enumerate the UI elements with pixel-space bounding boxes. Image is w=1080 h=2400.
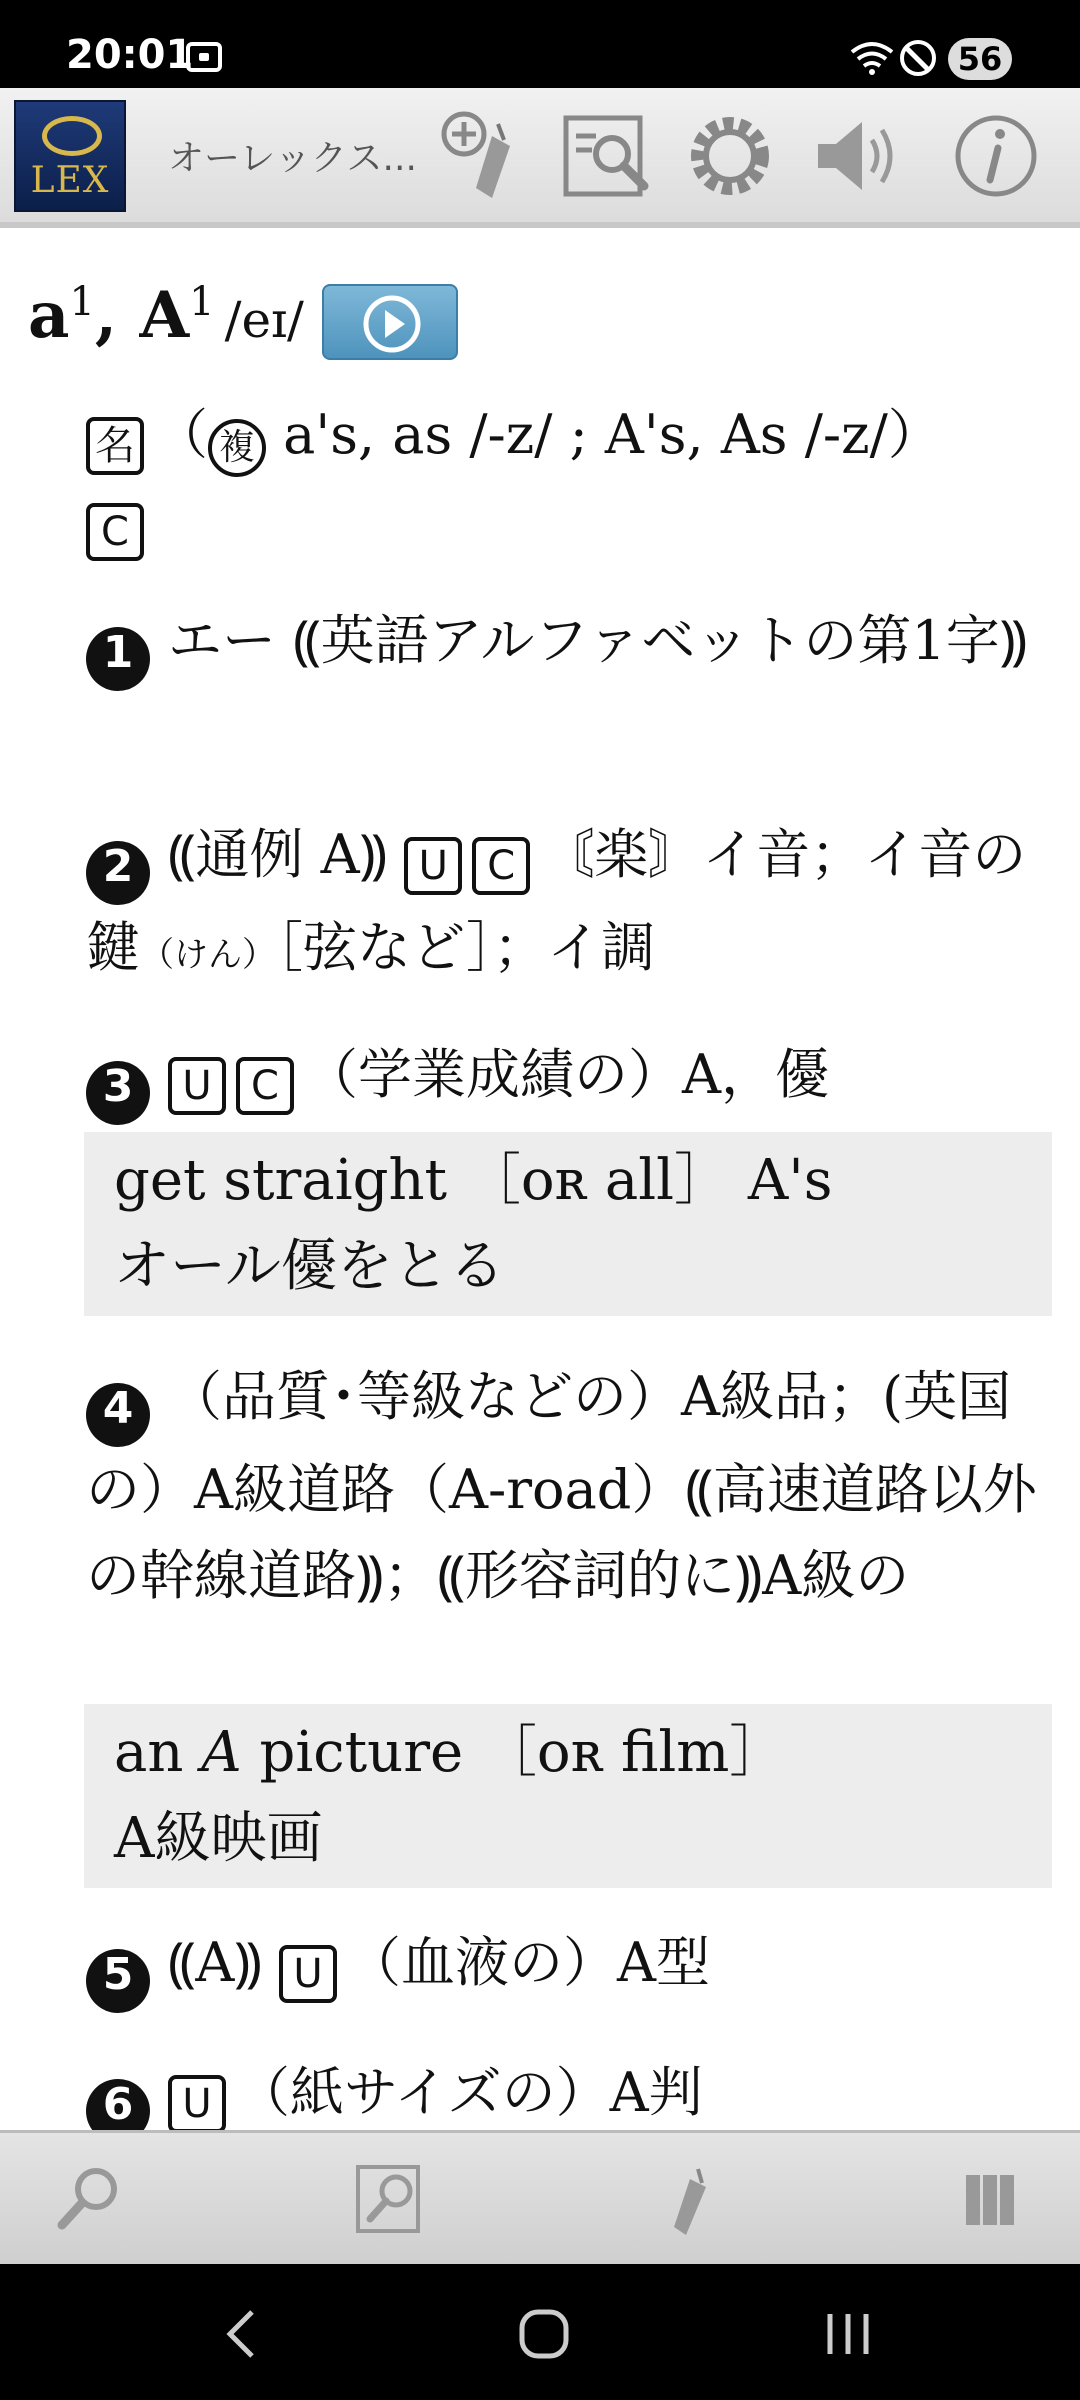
example-japanese: オール優をとる	[114, 1234, 505, 1299]
countable-label: C	[472, 837, 530, 895]
example-english: get straight ［ᴏʀ all］ A's	[114, 1148, 833, 1213]
example-japanese: A級映画	[114, 1806, 323, 1871]
uncountable-label: U	[168, 2075, 226, 2130]
part-of-speech-line: 名 （ 複 a's, as /-z/ ; A's, As /-z/） C	[86, 392, 1056, 564]
info-icon[interactable]	[946, 106, 1046, 206]
sense-number: 6	[86, 2079, 150, 2130]
uncountable-label: U	[168, 1057, 226, 1115]
plural-label: 複	[208, 419, 266, 477]
sense-4: 4 （品質･等級などの）A級品；(英国の）A級道路（A-road）⸨高速道路以外の幹線道路⸩；⸨形容詞的に⸩A級の	[86, 1365, 1037, 1607]
example-english: an A picture ［ᴏʀ film］	[114, 1720, 786, 1785]
speaker-icon[interactable]	[806, 106, 906, 206]
do-not-disturb-icon	[900, 40, 936, 76]
sense-number: 5	[86, 1949, 150, 2013]
status-bar	[0, 0, 1080, 88]
countable-label: C	[86, 503, 144, 561]
play-icon	[362, 294, 422, 354]
screenshot-icon	[186, 42, 222, 72]
bottom-app-bar	[0, 2130, 1080, 2264]
app-toolbar	[0, 88, 1080, 228]
search-page-icon[interactable]	[350, 2159, 430, 2239]
sense-3: 3 U C （学業成績の）A，優	[86, 1032, 1056, 1125]
noun-label: 名	[86, 417, 144, 475]
uncountable-label: U	[404, 837, 462, 895]
app-logo[interactable]	[14, 100, 126, 212]
system-navigation-bar	[0, 2264, 1080, 2400]
sense-2: 2 ⸨通例 A⸩ U C 〘楽〙イ音；イ音の鍵（けん）［弦など］；イ調	[86, 823, 1027, 979]
back-icon[interactable]	[212, 2306, 272, 2362]
headword: $a^1$, $A^1$ /eɪ/	[28, 278, 304, 353]
sense-5: 5 ⸨A⸩ U （血液の）A型	[86, 1920, 1056, 2013]
sense-number: 2	[86, 841, 150, 905]
app-title[interactable]: オーレックス...	[168, 138, 417, 179]
sense-number: 3	[86, 1061, 150, 1125]
search-page-icon[interactable]	[556, 106, 656, 206]
home-icon[interactable]	[514, 2306, 574, 2362]
sense-1: 1 エー ⸨英語アルファベットの第1字⸩	[86, 598, 1056, 691]
example-2	[84, 1704, 1052, 1888]
ruby-reading: （けん）	[140, 935, 276, 975]
logo-ring-icon	[42, 116, 102, 156]
sense-number: 4	[86, 1383, 150, 1447]
pronunciation: /eɪ/	[224, 291, 304, 349]
settings-gear-icon[interactable]	[680, 106, 780, 206]
logo-text: LEX	[30, 160, 110, 201]
countable-label: C	[236, 1057, 294, 1115]
bookmark-pen-icon[interactable]	[650, 2159, 730, 2239]
battery-indicator: 56	[948, 38, 1012, 80]
sense-number: 1	[86, 627, 150, 691]
status-time: 20:01	[66, 32, 194, 78]
wifi-icon	[850, 40, 894, 76]
play-audio-button[interactable]	[322, 284, 458, 360]
recents-icon[interactable]	[818, 2306, 878, 2362]
sense-6: 6 U （紙サイズの）A判	[86, 2050, 1056, 2130]
search-icon[interactable]	[50, 2159, 130, 2239]
uncountable-label: U	[279, 1945, 337, 2003]
dictionary-content[interactable]	[0, 234, 1080, 2130]
columns-icon[interactable]	[950, 2159, 1030, 2239]
add-bookmark-icon[interactable]	[432, 106, 532, 206]
example-1	[84, 1132, 1052, 1316]
